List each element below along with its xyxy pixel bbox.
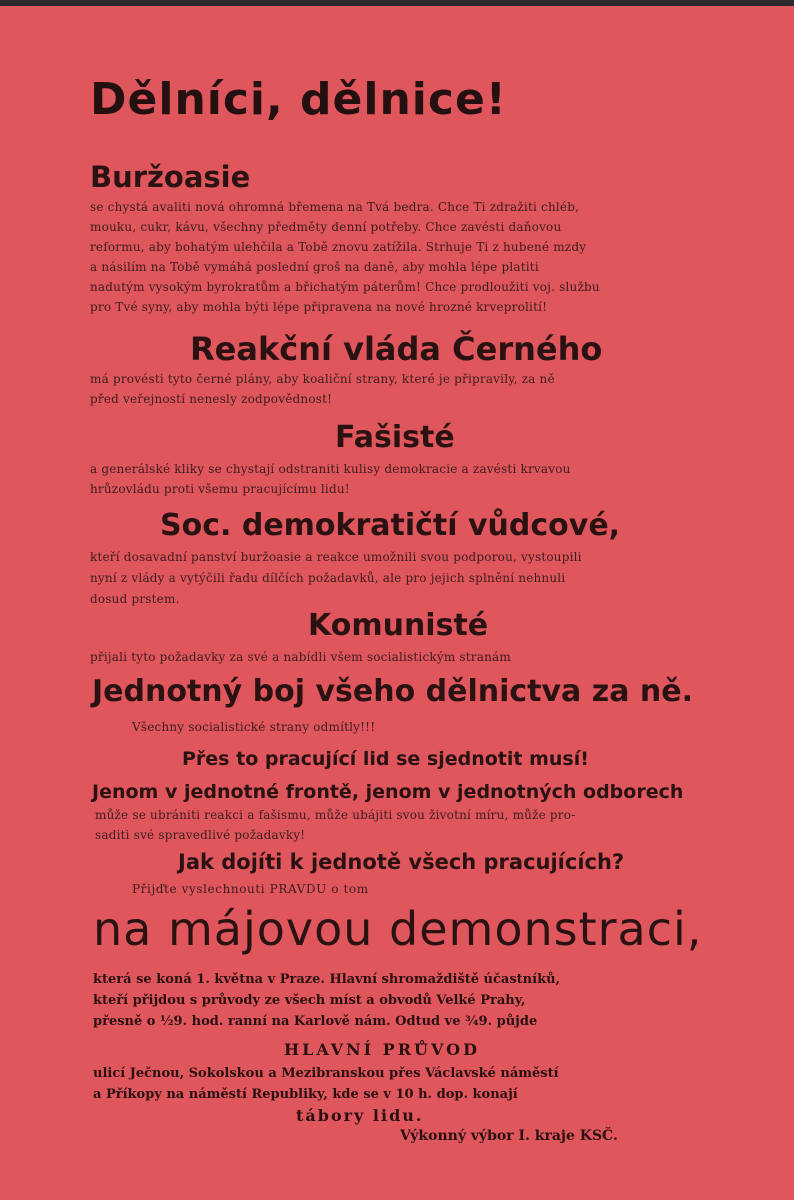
heading-jenom: Jenom v jednotné frontě, jenom v jednotných odborech <box>92 781 684 803</box>
heading-fasiste: Fašisté <box>335 420 455 455</box>
burzoasie-line: pro Tvé syny, aby mohla býti lépe připravena na nové hrozné krveprolití! <box>90 300 548 314</box>
burzoasie-line: nadutým vysokým byrokratům a břichatým páterům! Chce prodloužiti voj. službu <box>90 280 600 294</box>
jenom-line: může se ubrániti reakci a fašismu, může ubájiti svou životní míru, může pro- <box>95 808 576 822</box>
detail-line: přesně o ½9. hod. ranní na Karlově nám. Odtud ve ¾9. půjde <box>93 1014 538 1029</box>
socdem-line: kteří dosavadní panství buržoasie a reakce umožnili svou podporou, vystoupili <box>90 550 582 564</box>
heading-socdem: Soc. demokratičtí vůdcové, <box>160 508 621 543</box>
burzoasie-line: reformu, aby bohatým ulehčila a Tobě znovu zatížila. Strhuje Ti z hubené mzdy <box>90 240 587 254</box>
heading-vlada: Reakční vláda Černého <box>190 330 603 368</box>
komuniste-line: přijali tyto požadavky za své a nabídli všem socialistickým stranám <box>90 650 511 664</box>
heading-burzoasie: Buržoasie <box>90 160 251 194</box>
poster-title: Dělníci, dělnice! <box>90 74 507 125</box>
detail-line: která se koná 1. května v Praze. Hlavní shromaždiště účastníků, <box>93 972 561 987</box>
heading-boj: Jednotný boj všeho dělnictva za ně. <box>92 674 693 709</box>
heading-majova: na májovou demonstraci, <box>93 902 703 956</box>
heading-komuniste: Komunisté <box>308 608 489 643</box>
pruvod-heading: HLAVNÍ PRŮVOD <box>284 1040 480 1059</box>
signature: Výkonný výbor I. kraje KSČ. <box>400 1128 618 1144</box>
detail-line: kteří přijdou s průvody ze všech míst a obvodů Velké Prahy, <box>93 993 526 1008</box>
burzoasie-line: mouku, cukr, kávu, všechny předměty denní potřeby. Chce zavésti daňovou <box>90 220 562 234</box>
socdem-line: nyní z vlády a vytýčili řadu dílčích požadavků, ale pro jejich splnění nehnuli <box>90 571 566 585</box>
jenom-line: saditi své spravedlivé požadavky! <box>95 828 306 842</box>
pruvod-line: a Příkopy na náměstí Republiky, kde se v 10 h. dop. konají <box>93 1087 518 1102</box>
heading-jak: Jak dojíti k jednotě všech pracujících? <box>178 850 625 874</box>
top-border <box>0 0 794 6</box>
burzoasie-line: a násilím na Tobě vymáhá poslední groš na daně, aby mohla lépe platiti <box>90 260 539 274</box>
pruvod-line: ulicí Ječnou, Sokolskou a Mezibranskou přes Václavské náměstí <box>93 1066 559 1081</box>
prijdte-line: Přijďte vyslechnouti PRAVDU o tom <box>132 882 369 896</box>
heading-sjednotit: Přes to pracující lid se sjednotit musí! <box>182 748 589 770</box>
socdem-line: dosud prstem. <box>90 592 180 606</box>
tabory-line: tábory lidu. <box>296 1106 424 1125</box>
fasiste-line: a generálské kliky se chystají odstraniti kulisy demokracie a zavésti krvavou <box>90 462 571 476</box>
burzoasie-line: se chystá avaliti nová ohromná břemena na Tvá bedra. Chce Ti zdražiti chléb, <box>90 200 580 214</box>
vlada-line: před veřejností nenesly zodpovědnost! <box>90 392 333 406</box>
vlada-line: má provésti tyto černé plány, aby koaliční strany, které je připravily, za ně <box>90 372 555 386</box>
fasiste-line: hrůzovládu proti všemu pracujícímu lidu! <box>90 482 350 496</box>
odmitly-line: Všechny socialistické strany odmítly!!! <box>132 720 376 734</box>
